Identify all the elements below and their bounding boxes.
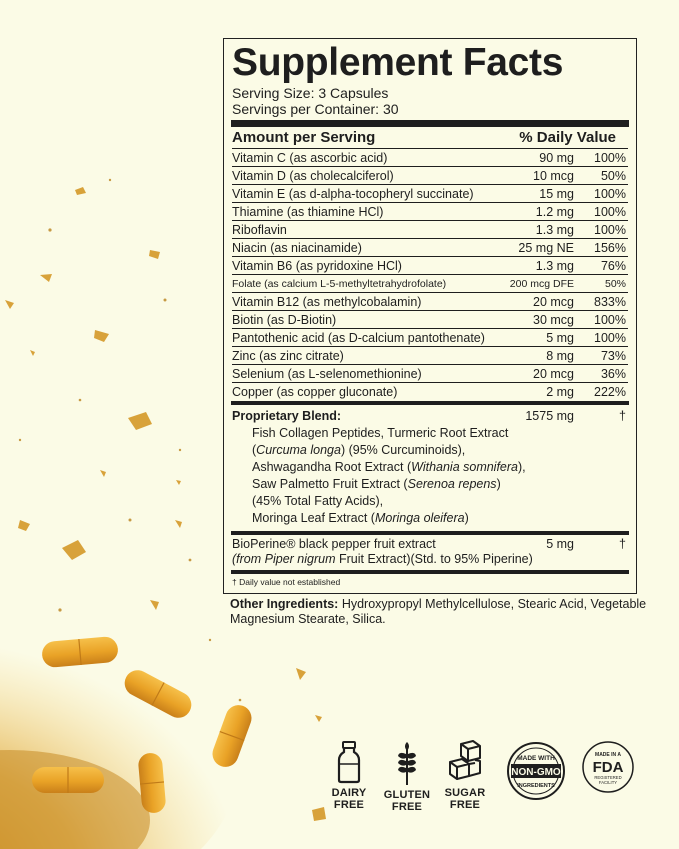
nutrient-name: Vitamin B6 (as pyridoxine HCl) <box>232 258 402 273</box>
table-row <box>232 167 628 185</box>
nutrient-name: Folate (as calcium L-5-methyltetrahydrofolate) <box>232 277 447 290</box>
table-row <box>232 221 628 239</box>
nutrient-dv: 100% <box>594 222 626 237</box>
blend-name: Proprietary Blend: <box>232 409 342 423</box>
daily-value-header: % Daily Value <box>519 129 616 146</box>
nutrient-dv: 100% <box>594 312 626 327</box>
page-title: Supplement Facts <box>232 41 564 84</box>
nutrient-amount: 90 mg <box>539 150 574 165</box>
nutrient-dv: 100% <box>594 150 626 165</box>
svg-text:REGISTERED: REGISTERED <box>594 775 622 780</box>
blend-latin: Withania somnifera <box>411 460 519 474</box>
nutrient-amount: 30 mcg <box>533 312 574 327</box>
nutrient-dv: 36% <box>600 366 626 381</box>
supplement-facts-panel <box>223 38 637 594</box>
blend-amount: 1575 mg <box>525 409 574 423</box>
nutrient-amount: 25 mg NE <box>518 240 574 255</box>
blend-line: Moringa Leaf Extract (Moringa oleifera) <box>252 511 469 525</box>
table-row <box>232 311 628 329</box>
nutrient-amount: 15 mg <box>539 186 574 201</box>
nutrient-amount: 5 mg <box>546 330 574 345</box>
nutrient-amount: 1.3 mg <box>535 258 574 273</box>
other-ingredients <box>230 597 650 627</box>
nutrient-dv: 833% <box>594 294 626 309</box>
proprietary-blend <box>232 405 628 531</box>
amount-header: Amount per Serving <box>232 129 376 146</box>
nutrient-amount: 1.2 mg <box>535 204 574 219</box>
nutrient-name: Riboflavin <box>232 222 287 237</box>
blend-line: Ashwagandha Root Extract (Withania somnifera), <box>252 460 526 474</box>
blend-line: Fish Collagen Peptides, Turmeric Root Extract <box>252 426 509 440</box>
bioperine-name: BioPerine® black pepper fruit extract <box>232 537 436 551</box>
gluten-free-badge: GLUTEN FREE <box>378 740 436 813</box>
nutrient-list <box>232 149 628 401</box>
other-ingredients-text: Hydroxypropyl Methylcellulose, Stearic Acid, Vegetable Magnesium Stearate, Silica. <box>230 597 647 626</box>
bioperine-amount: 5 mg <box>546 537 574 551</box>
nutrient-name: Selenium (as L-selenomethionine) <box>232 366 422 381</box>
badge-row <box>320 740 640 813</box>
nutrient-name: Vitamin B12 (as methylcobalamin) <box>232 294 422 309</box>
servings-per-container: Servings per Container: 30 <box>232 101 399 117</box>
nutrient-amount: 20 mcg <box>533 294 574 309</box>
nutrient-amount: 1.3 mg <box>535 222 574 237</box>
nutrient-dv: 73% <box>600 348 626 363</box>
table-row <box>232 239 628 257</box>
table-row <box>232 365 628 383</box>
blend-line: (45% Total Fatty Acids), <box>252 494 384 508</box>
fda-seal-icon <box>581 740 635 794</box>
sugar-free-badge: SUGAR FREE <box>436 740 494 811</box>
serving-size: Serving Size: 3 Capsules <box>232 85 389 101</box>
svg-text:FDA: FDA <box>592 759 624 776</box>
nutrient-amount: 8 mg <box>546 348 574 363</box>
svg-text:NON-GMO: NON-GMO <box>511 767 561 778</box>
capsule <box>32 767 104 793</box>
svg-text:FACILITY: FACILITY <box>598 780 618 785</box>
table-row <box>232 383 628 401</box>
nutrient-amount: 20 mcg <box>533 366 574 381</box>
blend-latin: Serenoa repens <box>407 477 497 491</box>
nutrient-dv: 100% <box>594 204 626 219</box>
table-header <box>232 127 628 149</box>
divider <box>231 120 629 127</box>
nutrient-name: Niacin (as niacinamide) <box>232 240 362 255</box>
svg-text:MADE WITH: MADE WITH <box>517 755 555 762</box>
nutrient-name: Pantothenic acid (as D-calcium pantothenate) <box>232 330 485 345</box>
other-ingredients-label: Other Ingredients: <box>230 597 339 611</box>
nutrient-name: Vitamin D (as cholecalciferol) <box>232 168 394 183</box>
nutrient-amount: 200 mcg DFE <box>509 277 574 290</box>
blend-line: Saw Palmetto Fruit Extract (Serenoa repens) <box>252 477 501 491</box>
table-row <box>232 347 628 365</box>
nutrient-dv: 100% <box>594 186 626 201</box>
svg-text:MADE IN A: MADE IN A <box>595 752 621 758</box>
nutrient-name: Vitamin E (as d-alpha-tocopheryl succinate) <box>232 186 474 201</box>
nutrient-name: Vitamin C (as ascorbic acid) <box>232 150 388 165</box>
table-row <box>232 185 628 203</box>
table-row <box>232 149 628 167</box>
table-row <box>232 329 628 347</box>
nutrient-name: Zinc (as zinc citrate) <box>232 348 344 363</box>
blend-latin: Curcuma longa <box>256 443 341 457</box>
nutrient-dv: 76% <box>600 258 626 273</box>
bioperine-dv: † <box>619 537 626 551</box>
nutrient-dv: 50% <box>600 168 626 183</box>
non-gmo-seal-icon <box>505 740 567 802</box>
table-row <box>232 293 628 311</box>
nutrient-name: Thiamine (as thiamine HCl) <box>232 204 384 219</box>
dairy-free-badge: DAIRY FREE <box>320 740 378 811</box>
blend-ingredients <box>232 425 628 527</box>
table-row <box>232 203 628 221</box>
footnote: † Daily value not established <box>232 577 341 587</box>
nutrient-dv: 156% <box>594 240 626 255</box>
nutrient-name: Copper (as copper gluconate) <box>232 385 398 399</box>
blend-dv: † <box>619 409 626 423</box>
bioperine-row <box>232 535 628 570</box>
nutrient-dv: 50% <box>604 277 626 290</box>
blend-line: (Curcuma longa) (95% Curcuminoids), <box>252 443 466 457</box>
wheat-icon <box>390 740 424 786</box>
fda-facility-badge <box>576 740 640 794</box>
table-row <box>232 257 628 275</box>
bioperine-detail: (from Piper nigrum Fruit Extract)(Std. to 95% Piperine) <box>232 552 533 566</box>
nutrient-name: Biotin (as D-Biotin) <box>232 312 337 327</box>
nutrient-amount: 10 mcg <box>533 168 574 183</box>
nutrient-dv: 222% <box>594 385 626 399</box>
svg-text:INGREDIENTS: INGREDIENTS <box>517 783 555 789</box>
nutrient-amount: 2 mg <box>546 385 574 399</box>
bottle-icon <box>332 740 366 784</box>
table-row <box>232 275 628 293</box>
blend-latin: Moringa oleifera <box>374 511 465 525</box>
non-gmo-badge <box>500 740 572 802</box>
sugar-cubes-icon <box>447 740 483 784</box>
nutrient-dv: 100% <box>594 330 626 345</box>
